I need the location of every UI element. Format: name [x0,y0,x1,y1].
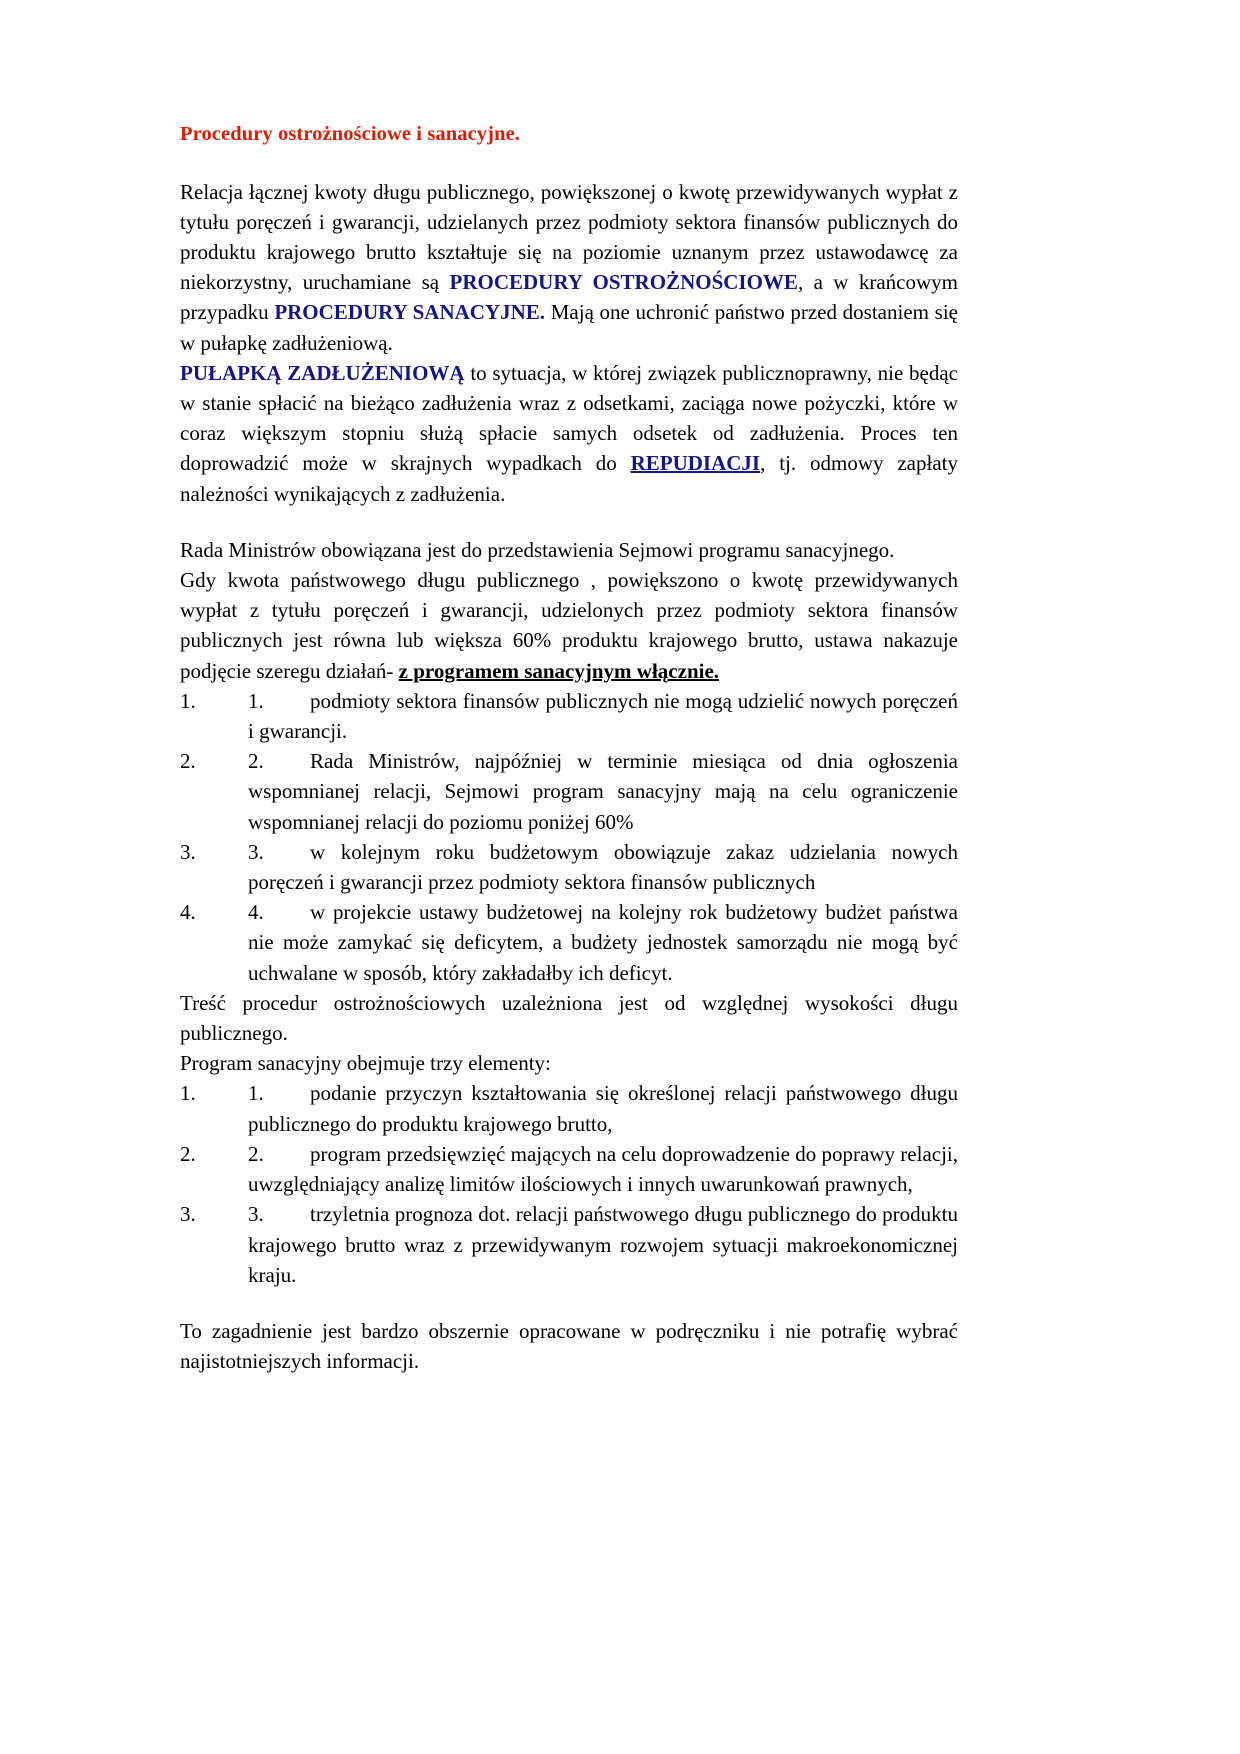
paragraph-tresc-procedur: Treść procedur ostrożnościowych uzależniona jest od względnej wysokości długu publicznego. [180,990,958,1046]
text-run: to sytuacja, w której związek publicznoprawny, nie będąc w stanie spłacić na bieżąco zadłużenia wraz z odsetkami, zaciąga nowe pożyczki, które w coraz większym stopniu służą spłacie samych odsetek od zadłużenia. Proces ten doprowadzić może w skrajnych wypadkach do [180,360,958,476]
list-item [180,1078,958,1138]
paragraph-pulapka-zadluzeniowa [180,358,958,509]
list-item-text: podmioty sektora finansów publicznych nie mogą udzielić nowych poręczeń i gwarancji. [248,688,958,744]
page-title: Procedury ostrożnościowe i sanacyjne. [180,123,521,145]
emphasis-procedury-sanacyjne: PROCEDURY SANACYJNE. [274,300,546,325]
spacer [180,1290,958,1316]
paragraph-gdy-kwota [180,565,958,686]
list-item-inner-marker: 1. [248,688,264,713]
list-item [180,1199,958,1290]
text-run: , tj. odmowy zapłaty należności wynikających z zadłużenia. [180,451,958,506]
list-item-inner-marker: 3. [248,839,264,864]
list-item-inner-marker: 1. [248,1081,264,1106]
list-item [180,837,958,897]
list-item [180,1139,958,1199]
paragraph-definition-procedures [180,177,958,358]
text-run: Gdy kwota państwowego długu publicznego , powiększono o kwotę przewidywanych wypłat z tytułu poręczeń i gwarancji, udzielonych przez podmioty sektora finansów publicznych jest równa lub większa 60% produktu krajowego brutto, ustawa nakazuje podjęcie szeregu działań- [180,568,958,683]
emphasis-repudiacja: REPUDIACJI [630,451,761,476]
list-item-text: podanie przyczyn kształtowania się określonej relacji państwowego długu publicznego do produktu krajowego brutto, [248,1081,958,1136]
spacer [180,509,958,535]
list-item-outer-marker: 1. [180,688,196,713]
list-item-text: w kolejnym roku budżetowym obowiązuje zakaz udzielania nowych poręczeń i gwarancji przez podmioty sektora finansów publicznych [248,839,958,895]
list-item-text: w projekcie ustawy budżetowej na kolejny rok budżetowy budżet państwa nie może zamykać się deficytem, a budżety jednostek samorządu nie mogą być uchwalane w sposób, który zakładałby ich deficyt. [248,900,958,985]
list-item-outer-marker: 4. [180,900,196,925]
list-item-outer-marker: 3. [180,839,196,864]
list-item-outer-marker: 2. [180,749,196,774]
paragraph-program-sanacyjny-intro: Program sanacyjny obejmuje trzy elementy: [180,1051,551,1076]
text-run: Mają one uchronić państwo przed dostaniem się w pułapkę zadłużeniową. [180,300,958,355]
list-item [180,746,958,837]
list-item-inner-marker: 2. [248,749,264,774]
numbered-list-procedury [180,686,958,988]
list-item-text: trzyletnia prognoza dot. relacji państwowego długu publicznego do produktu krajowego brutto wraz z przewidywanym rozwojem sytuacji makroekonomicznej kraju. [248,1202,958,1287]
list-item-inner-marker: 2. [248,1141,264,1166]
list-item-text: program przedsięwzięć mających na celu doprowadzenie do poprawy relacji, uwzględniający analizę limitów ilościowych i innych uwarunkowań prawnych, [248,1141,958,1197]
list-item-inner-marker: 4. [248,900,264,925]
document-content [180,122,958,1376]
paragraph-rada-ministrow: Rada Ministrów obowiązana jest do przedstawienia Sejmowi programu sanacyjnego. [180,537,895,562]
list-item-inner-marker: 3. [248,1202,264,1227]
numbered-list-elementy-programu [180,1078,958,1289]
paragraph-closing-note: To zagadnienie jest bardzo obszernie opracowane w podręczniku i nie potrafię wybrać najistotniejszych informacji. [180,1318,958,1374]
text-run: Relacja łącznej kwoty długu publicznego, powiększonej o kwotę przewidywanych wypłat z tytułu poręczeń i gwarancji, udzielanych przez podmioty sektora finansów publicznych do produktu krajowego brutto kształtuje się na poziomie uznanym przez ustawodawcę za niekorzystny, uruchamiane są [180,179,958,295]
list-item [180,686,958,746]
list-item-outer-marker: 2. [180,1141,196,1166]
list-item-outer-marker: 3. [180,1202,196,1227]
emphasis-z-programem-sanacyjnym: z programem sanacyjnym włącznie. [398,658,720,683]
emphasis-pulapka-zadluzeniowa: PUŁAPKĄ ZADŁUŻENIOWĄ [180,360,465,385]
list-item-text: Rada Ministrów, najpóźniej w terminie miesiąca od dnia ogłoszenia wspomnianej relacji, Sejmowi program sanacyjny mają na celu ograniczenie wspomnianej relacji do poziomu poniżej 60% [248,749,958,834]
list-item [180,897,958,988]
text-run: , a w krańcowym przypadku [180,270,959,325]
list-item-outer-marker: 1. [180,1081,196,1106]
emphasis-procedury-ostroznosciowe: PROCEDURY OSTROŻNOŚCIOWE [449,270,798,295]
